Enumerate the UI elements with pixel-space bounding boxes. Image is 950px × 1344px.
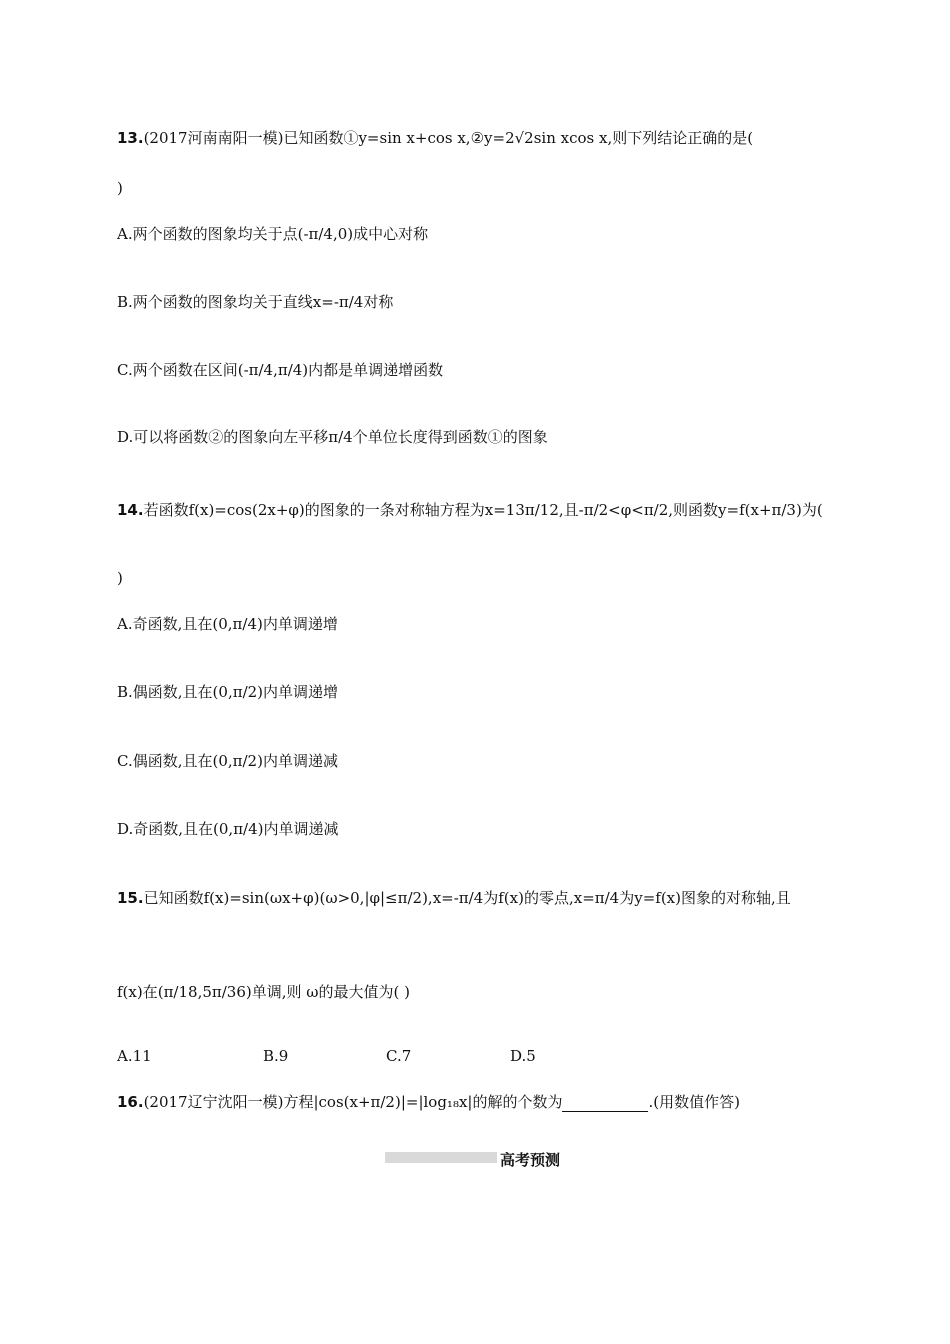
q13-stem-close: ) xyxy=(117,179,123,197)
section-title: 高考预测 xyxy=(500,1151,561,1169)
q13-option-b: B.两个函数的图象均关于直线x=-π/4对称 xyxy=(117,293,394,311)
q13-option-d: D.可以将函数②的图象向左平移π/4个单位长度得到函数①的图象 xyxy=(117,428,548,446)
q14-option-d: D.奇函数,且在(0,π/4)内单调递减 xyxy=(117,820,339,838)
q14-option-b: B.偶函数,且在(0,π/2)内单调递增 xyxy=(117,683,339,701)
q15-option-d: D.5 xyxy=(510,1047,536,1065)
q16-stem xyxy=(117,1092,740,1112)
q14-stem-close: ) xyxy=(117,569,123,587)
q15-stem-2: f(x)在(π/18,5π/36)单调,则 ω的最大值为( ) xyxy=(117,983,410,1001)
q14-number: 14. xyxy=(117,501,144,519)
q14-stem xyxy=(117,500,823,520)
q14-option-c: C.偶函数,且在(0,π/2)内单调递减 xyxy=(117,752,338,770)
q16-answer-blank xyxy=(562,1095,648,1112)
q15-option-c: C.7 xyxy=(386,1047,412,1065)
q16-tail: .(用数值作答) xyxy=(648,1093,740,1111)
q16-number: 16. xyxy=(117,1093,144,1111)
q13-option-a: A.两个函数的图象均关于点(-π/4,0)成中心对称 xyxy=(117,225,429,243)
q15-stem xyxy=(117,888,791,908)
q13-number: 13. xyxy=(117,129,144,147)
q14-option-a: A.奇函数,且在(0,π/4)内单调递增 xyxy=(117,615,338,633)
q14-text: 若函数f(x)=cos(2x+φ)的图象的一条对称轴方程为x=13π/12,且-π/2<φ<π/2,则函数y=f(x+π/3)为( xyxy=(143,501,823,519)
q13-option-c: C.两个函数在区间(-π/4,π/4)内都是单调递增函数 xyxy=(117,361,444,379)
section-bar xyxy=(385,1152,497,1163)
q13-stem xyxy=(117,128,753,148)
q15-option-b: B.9 xyxy=(263,1047,289,1065)
q15-text: 已知函数f(x)=sin(ωx+φ)(ω>0,|φ|≤π/2),x=-π/4为f(x)的零点,x=π/4为y=f(x)图象的对称轴,且 xyxy=(143,889,791,907)
q16-text: (2017辽宁沈阳一模)方程|cos(x+π/2)|=|log₁₈x|的解的个数为 xyxy=(143,1093,563,1111)
q15-option-a: A.11 xyxy=(117,1047,152,1065)
q15-options xyxy=(117,1046,536,1066)
q13-text: (2017河南南阳一模)已知函数①y=sin x+cos x,②y=2√2sin xcos x,则下列结论正确的是( xyxy=(143,129,754,147)
q15-number: 15. xyxy=(117,889,144,907)
